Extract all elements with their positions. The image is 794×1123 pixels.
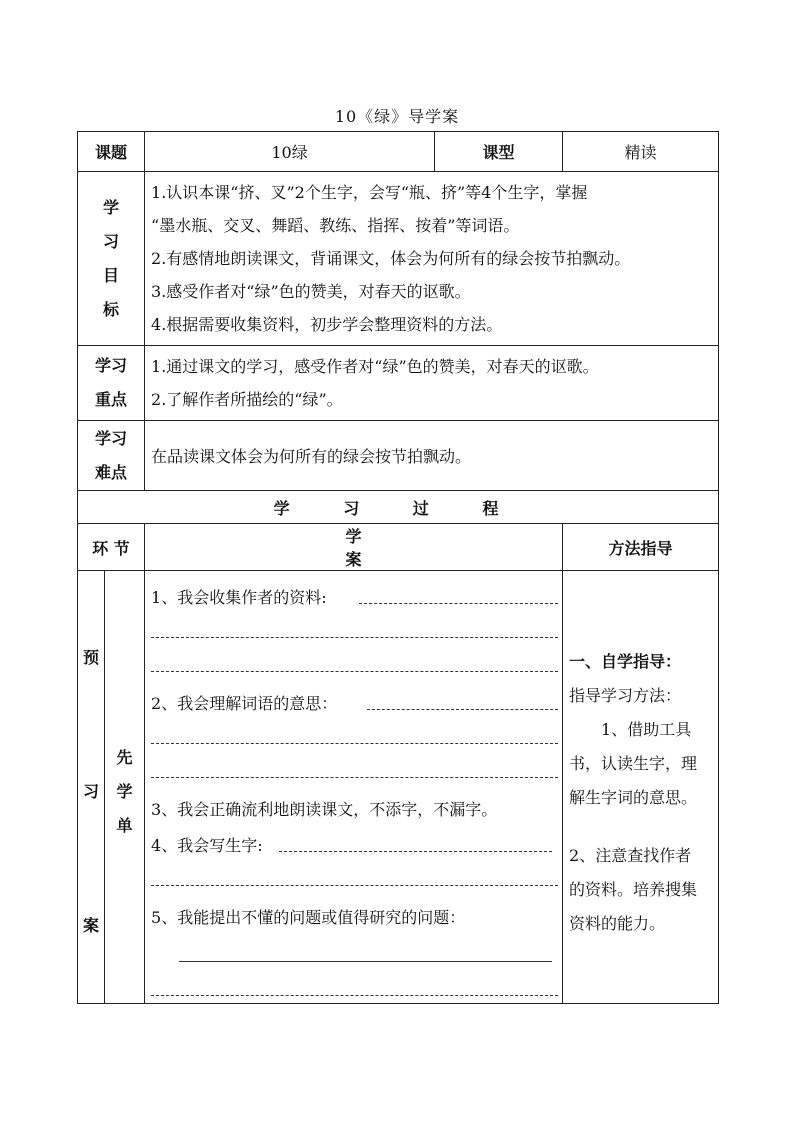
answer-line[interactable] xyxy=(279,851,552,852)
goal-line: 4.根据需要收集资料，初步学会整理资料的方法。 xyxy=(151,315,503,334)
guide-line: 的资料。培养搜集 xyxy=(569,880,698,899)
question-3: 3、我会正确流利地朗读课文，不添字，不漏字。 xyxy=(151,800,498,819)
answer-line[interactable] xyxy=(151,743,558,744)
key-points-content xyxy=(145,346,719,421)
process-columns-row xyxy=(78,524,719,571)
col-section: 环 节 xyxy=(78,524,145,571)
topic-label: 课题 xyxy=(78,132,145,172)
answer-line[interactable] xyxy=(151,777,558,778)
col-method: 方法指导 xyxy=(563,524,719,571)
answer-line[interactable] xyxy=(151,637,558,638)
goal-line: 1.认识本课“挤、叉”2个生字，会写“瓶、挤”等4个生字，掌握 xyxy=(151,183,588,202)
goals-row xyxy=(78,172,719,346)
topic-value: 10绿 xyxy=(145,132,435,172)
goal-line: “墨水瓶、交叉、舞蹈、教练、指挥、按着”等词语。 xyxy=(151,216,520,235)
question-2: 2、我会理解词语的意思： xyxy=(151,694,338,713)
answer-line[interactable] xyxy=(367,709,558,710)
guide-line: 解生字词的意思。 xyxy=(569,788,698,807)
goal-line: 2.有感情地朗读课文，背诵课文，体会为何所有的绿会按节拍飘动。 xyxy=(151,249,631,268)
guide-heading: 一、自学指导： xyxy=(569,652,682,671)
key-points-label: 学习 重点 xyxy=(78,346,145,421)
goal-line: 3.感受作者对“绿”色的赞美，对春天的讴歌。 xyxy=(151,282,471,301)
goals-content xyxy=(145,172,719,346)
method-guide xyxy=(563,571,719,1004)
col-plan: 学 案 xyxy=(145,524,563,571)
key-point-line: 2.了解作者所描绘的“绿”。 xyxy=(151,390,343,409)
question-5: 5、我能提出不懂的问题或值得研究的问题： xyxy=(151,908,466,927)
key-point-line: 1.通过课文的学习，感受作者对“绿”色的赞美，对春天的讴歌。 xyxy=(151,357,599,376)
guide-line: 资料的能力。 xyxy=(569,914,666,933)
section-preview: 预 习 案 xyxy=(78,571,105,1004)
difficulties-content: 在品读课文体会为何所有的绿会按节拍飘动。 xyxy=(145,421,719,491)
process-heading: 学 习 过 程 xyxy=(78,491,719,524)
answer-line[interactable] xyxy=(151,671,558,672)
type-value: 精读 xyxy=(563,132,719,172)
key-points-row xyxy=(78,346,719,421)
guide-line: 书，认读生字，理 xyxy=(569,754,698,773)
guide-line: 2、注意查找作者 xyxy=(569,846,692,865)
difficulties-row xyxy=(78,421,719,491)
lesson-plan-table xyxy=(77,131,719,1004)
answer-line[interactable] xyxy=(151,995,558,996)
goals-label: 学 习 目 标 xyxy=(78,172,145,346)
type-label: 课型 xyxy=(435,132,563,172)
header-row xyxy=(78,132,719,172)
sub-section-first-learn: 先 学 单 xyxy=(105,571,145,1004)
question-4: 4、我会写生字: xyxy=(151,836,263,855)
answer-line[interactable] xyxy=(359,603,558,604)
document-title: 10《绿》导学案 xyxy=(334,107,460,126)
process-heading-row xyxy=(78,491,719,524)
answer-line[interactable] xyxy=(179,961,552,962)
guide-line: 指导学习方法： xyxy=(569,686,682,705)
preview-row xyxy=(78,571,719,1004)
guide-line: 1、借助工具 xyxy=(569,720,692,739)
guide-spacer xyxy=(569,815,712,839)
answer-line[interactable] xyxy=(151,885,558,886)
plan-questions xyxy=(145,571,563,1004)
question-1: 1、我会收集作者的资料: xyxy=(151,588,327,607)
difficulties-label: 学习 难点 xyxy=(78,421,145,491)
